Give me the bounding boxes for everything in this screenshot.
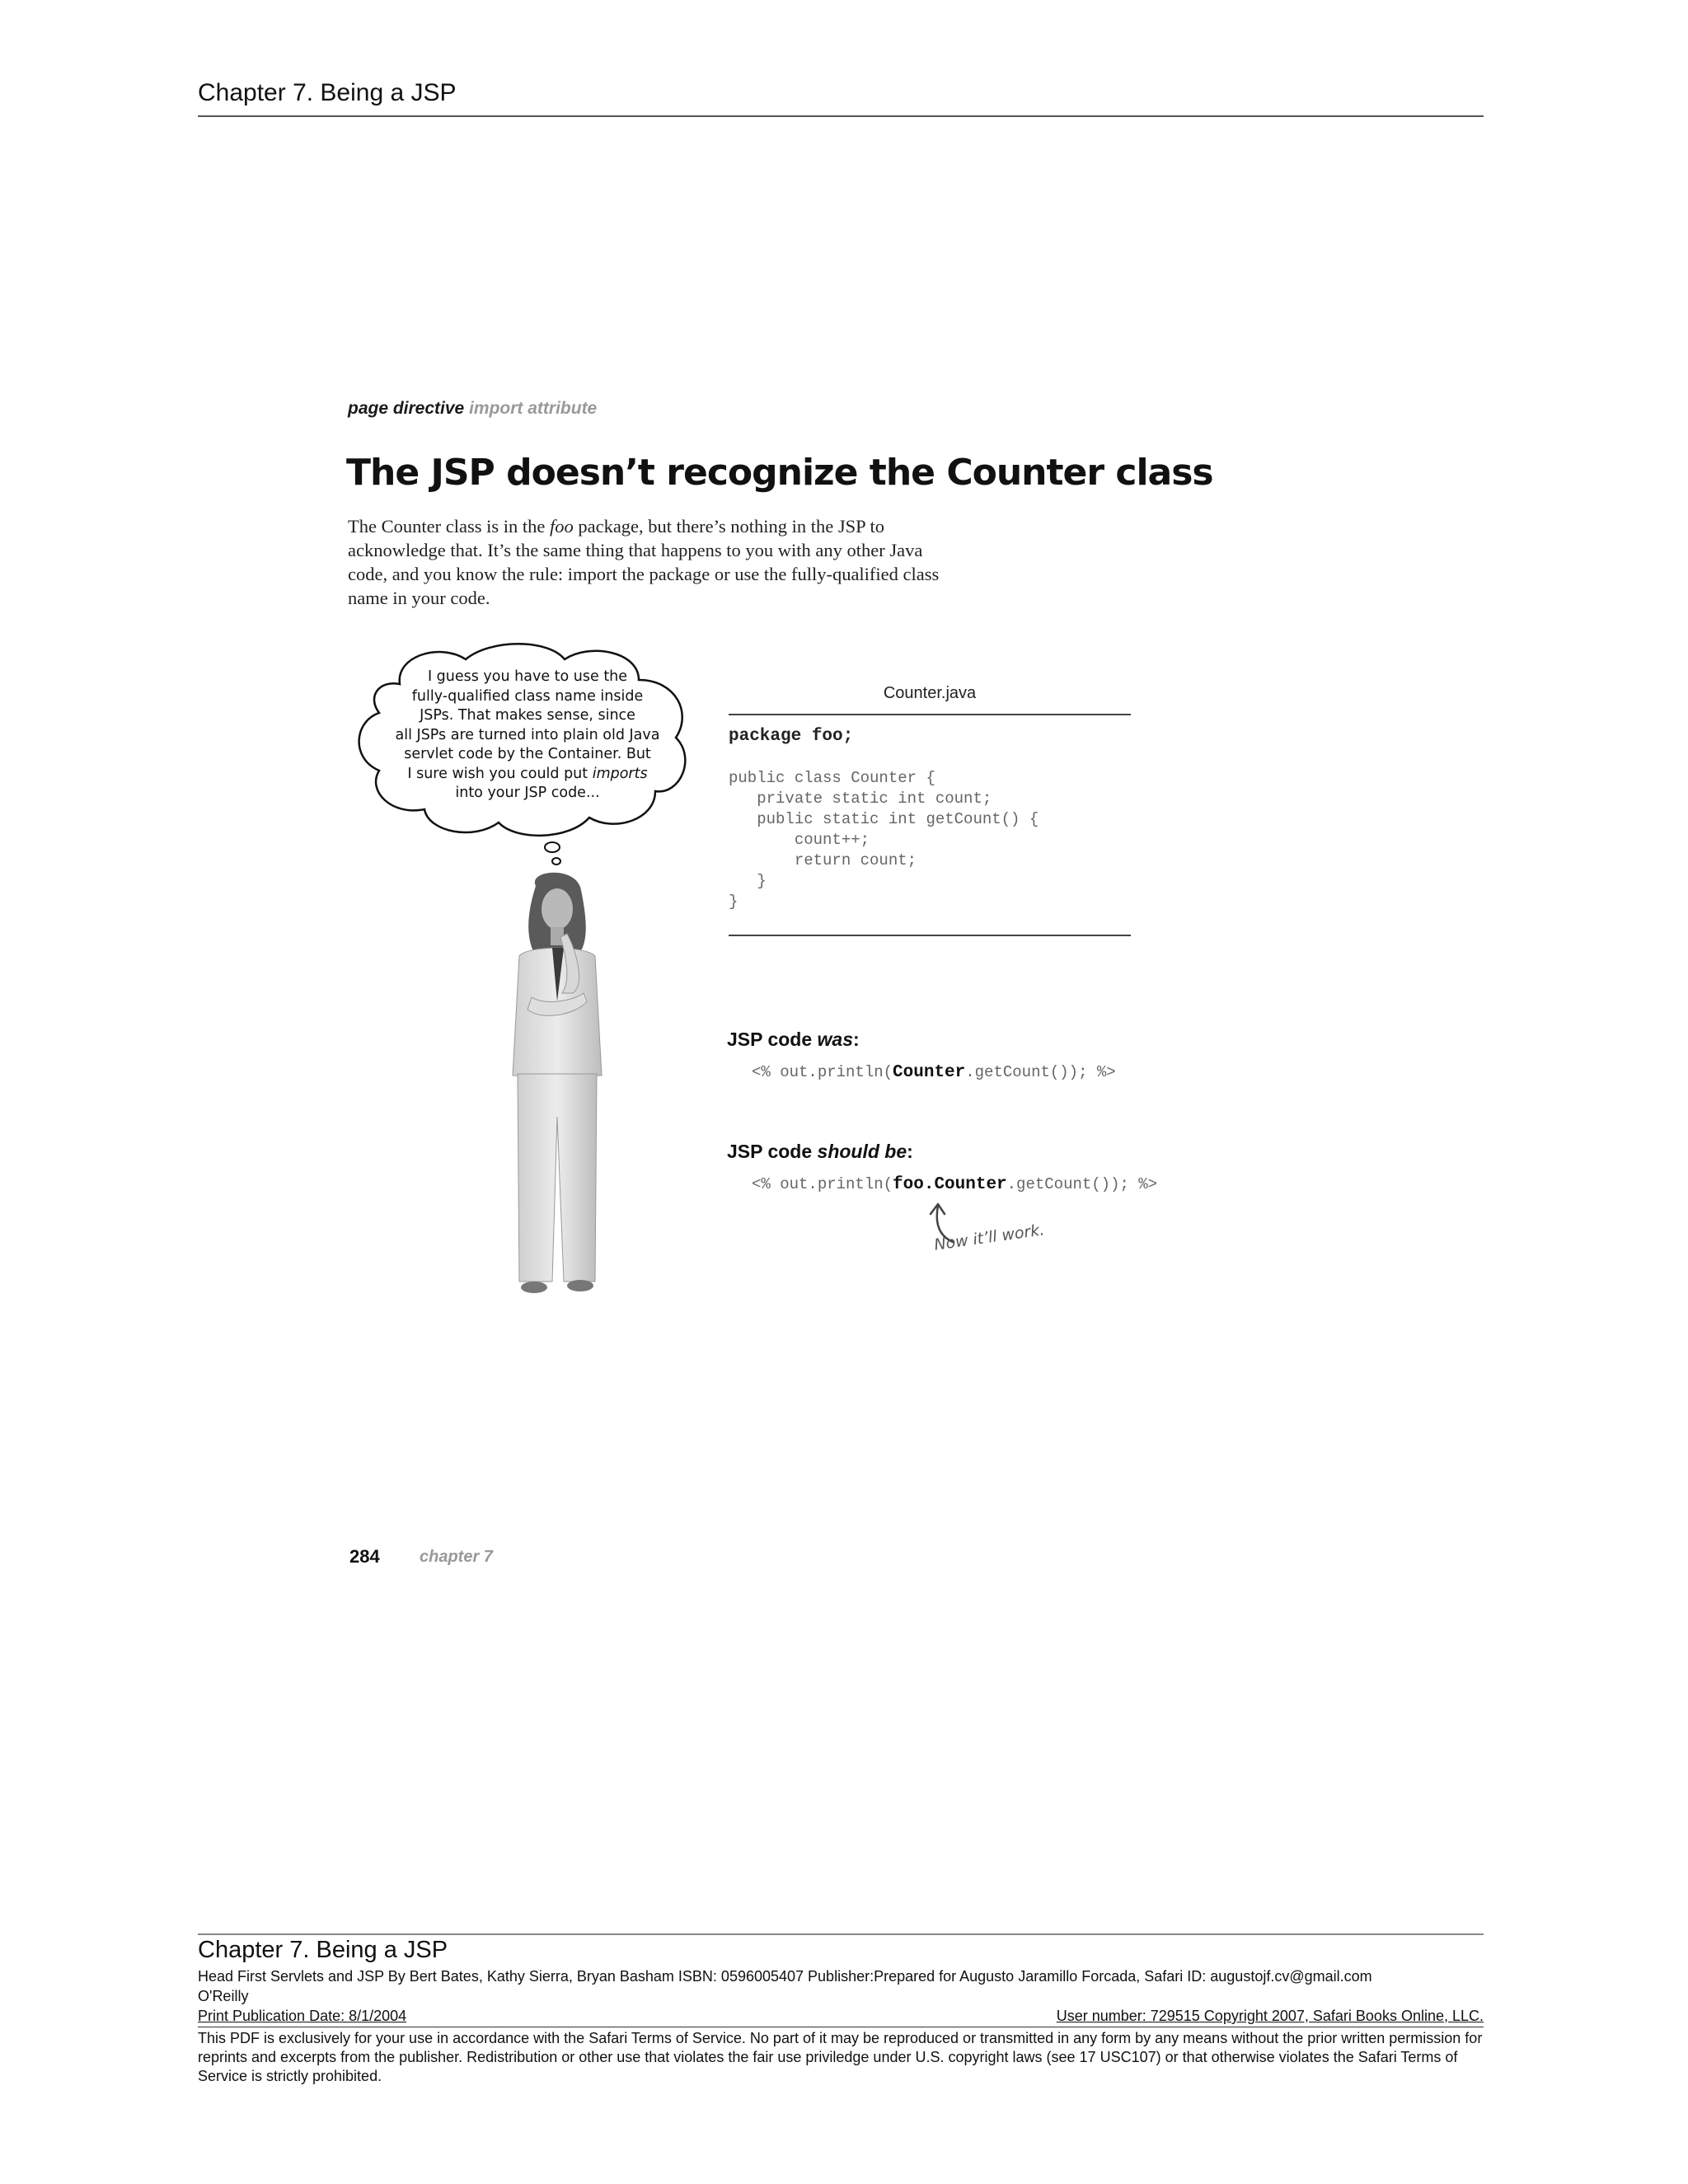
chapter-header: Chapter 7. Being a JSP — [198, 79, 1484, 117]
intro-text-2: package, but there’s nothing in the JSP to acknowledge that. It’s the same thing that happens to you with any other Java code, and you know the rule: import the package or use the fully-qualified class name in your code. — [348, 516, 940, 608]
jsp-should-label — [727, 1141, 913, 1163]
jsp-should-label-em: should be — [817, 1141, 907, 1162]
bubble-line-text: I sure wish you could put — [407, 765, 593, 782]
jsp-should-label-text: JSP code — [727, 1141, 818, 1162]
jsp-should-code-post: .getCount()); %> — [1006, 1175, 1158, 1193]
intro-package-word: foo — [549, 516, 574, 537]
section-label — [348, 399, 597, 419]
publisher: O'Reilly — [198, 1988, 249, 2004]
bubble-line: all JSPs are turned into plain old Java — [395, 726, 660, 743]
bubble-line: fully-qualified class name inside — [411, 687, 644, 705]
terms-notice: This PDF is exclusively for your use in accordance with the Safari Terms of Service. No part of it may be reproduced or transmitted in any form by any means without the prior written permission for reprints and excerpts from the publisher. Redistribution or other use that violates the fair use priviledge under U.S. copyright laws (see 17 USC107) or that otherwise violates the Safari Terms of Service is strictly prohibited. — [198, 2030, 1483, 2084]
book-info: Head First Servlets and JSP By Bert Bates, Kathy Sierra, Bryan Basham ISBN: 0596005407 Publisher:Prepared for Augusto Jaramillo Forcada, Safari ID: augustojf.cv@gmail.com — [198, 1968, 1372, 1985]
thinking-woman-illustration — [495, 869, 618, 1298]
page-title: The JSP doesn’t recognize the Counter class — [346, 452, 1213, 494]
jsp-was-code-post: .getCount()); %> — [965, 1063, 1116, 1081]
section-label-main: page directive — [348, 399, 465, 418]
code-file-name: Counter.java — [883, 684, 977, 702]
code-top-rule — [729, 714, 1131, 715]
thought-bubble-text — [367, 668, 688, 804]
jsp-was-label — [727, 1029, 860, 1051]
bubble-line: JSPs. That makes sense, since — [420, 707, 635, 724]
bubble-line — [367, 765, 688, 785]
bubble-line: servlet code by the Container. But — [404, 746, 651, 762]
jsp-was-label-colon: : — [853, 1029, 860, 1050]
code-listing: public class Counter { private static int count; public static int getCount() { count++; return count; } } — [729, 769, 1039, 911]
jsp-was-label-text: JSP code — [727, 1029, 818, 1050]
bottom-chapter-title: Chapter 7. Being a JSP — [198, 1937, 448, 1963]
page-number: 284 — [349, 1546, 380, 1567]
intro-paragraph — [348, 514, 950, 610]
jsp-was-code-pre: <% out.println( — [752, 1063, 893, 1081]
code-bottom-rule — [729, 935, 1131, 936]
user-info: User number: 729515 Copyright 2007, Safari Books Online, LLC. — [1056, 2008, 1484, 2024]
jsp-was-label-em: was — [817, 1029, 854, 1050]
print-date: Print Publication Date: 8/1/2004 — [198, 2008, 407, 2024]
jsp-should-code-bold: foo.Counter — [893, 1175, 1007, 1194]
intro-text-1: The Counter class is in the — [348, 516, 550, 537]
bubble-line: into your JSP code... — [455, 785, 600, 801]
jsp-should-code-pre: <% out.println( — [752, 1175, 893, 1193]
code-package-line: package foo; — [729, 727, 854, 746]
jsp-was-code — [752, 1063, 1116, 1082]
jsp-should-code — [752, 1175, 1157, 1194]
handwritten-annotation: Now it’ll work. — [933, 1221, 1046, 1254]
jsp-should-label-colon: : — [907, 1141, 913, 1162]
section-label-sub: import attribute — [469, 399, 598, 418]
jsp-was-code-bold: Counter — [893, 1063, 966, 1082]
chapter-footer: chapter 7 — [420, 1548, 493, 1566]
publication-info — [198, 2008, 1484, 2027]
bubble-imports-word: imports — [592, 765, 648, 782]
bottom-rule — [198, 1933, 1484, 1935]
bubble-line: I guess you have to use the — [427, 668, 628, 685]
